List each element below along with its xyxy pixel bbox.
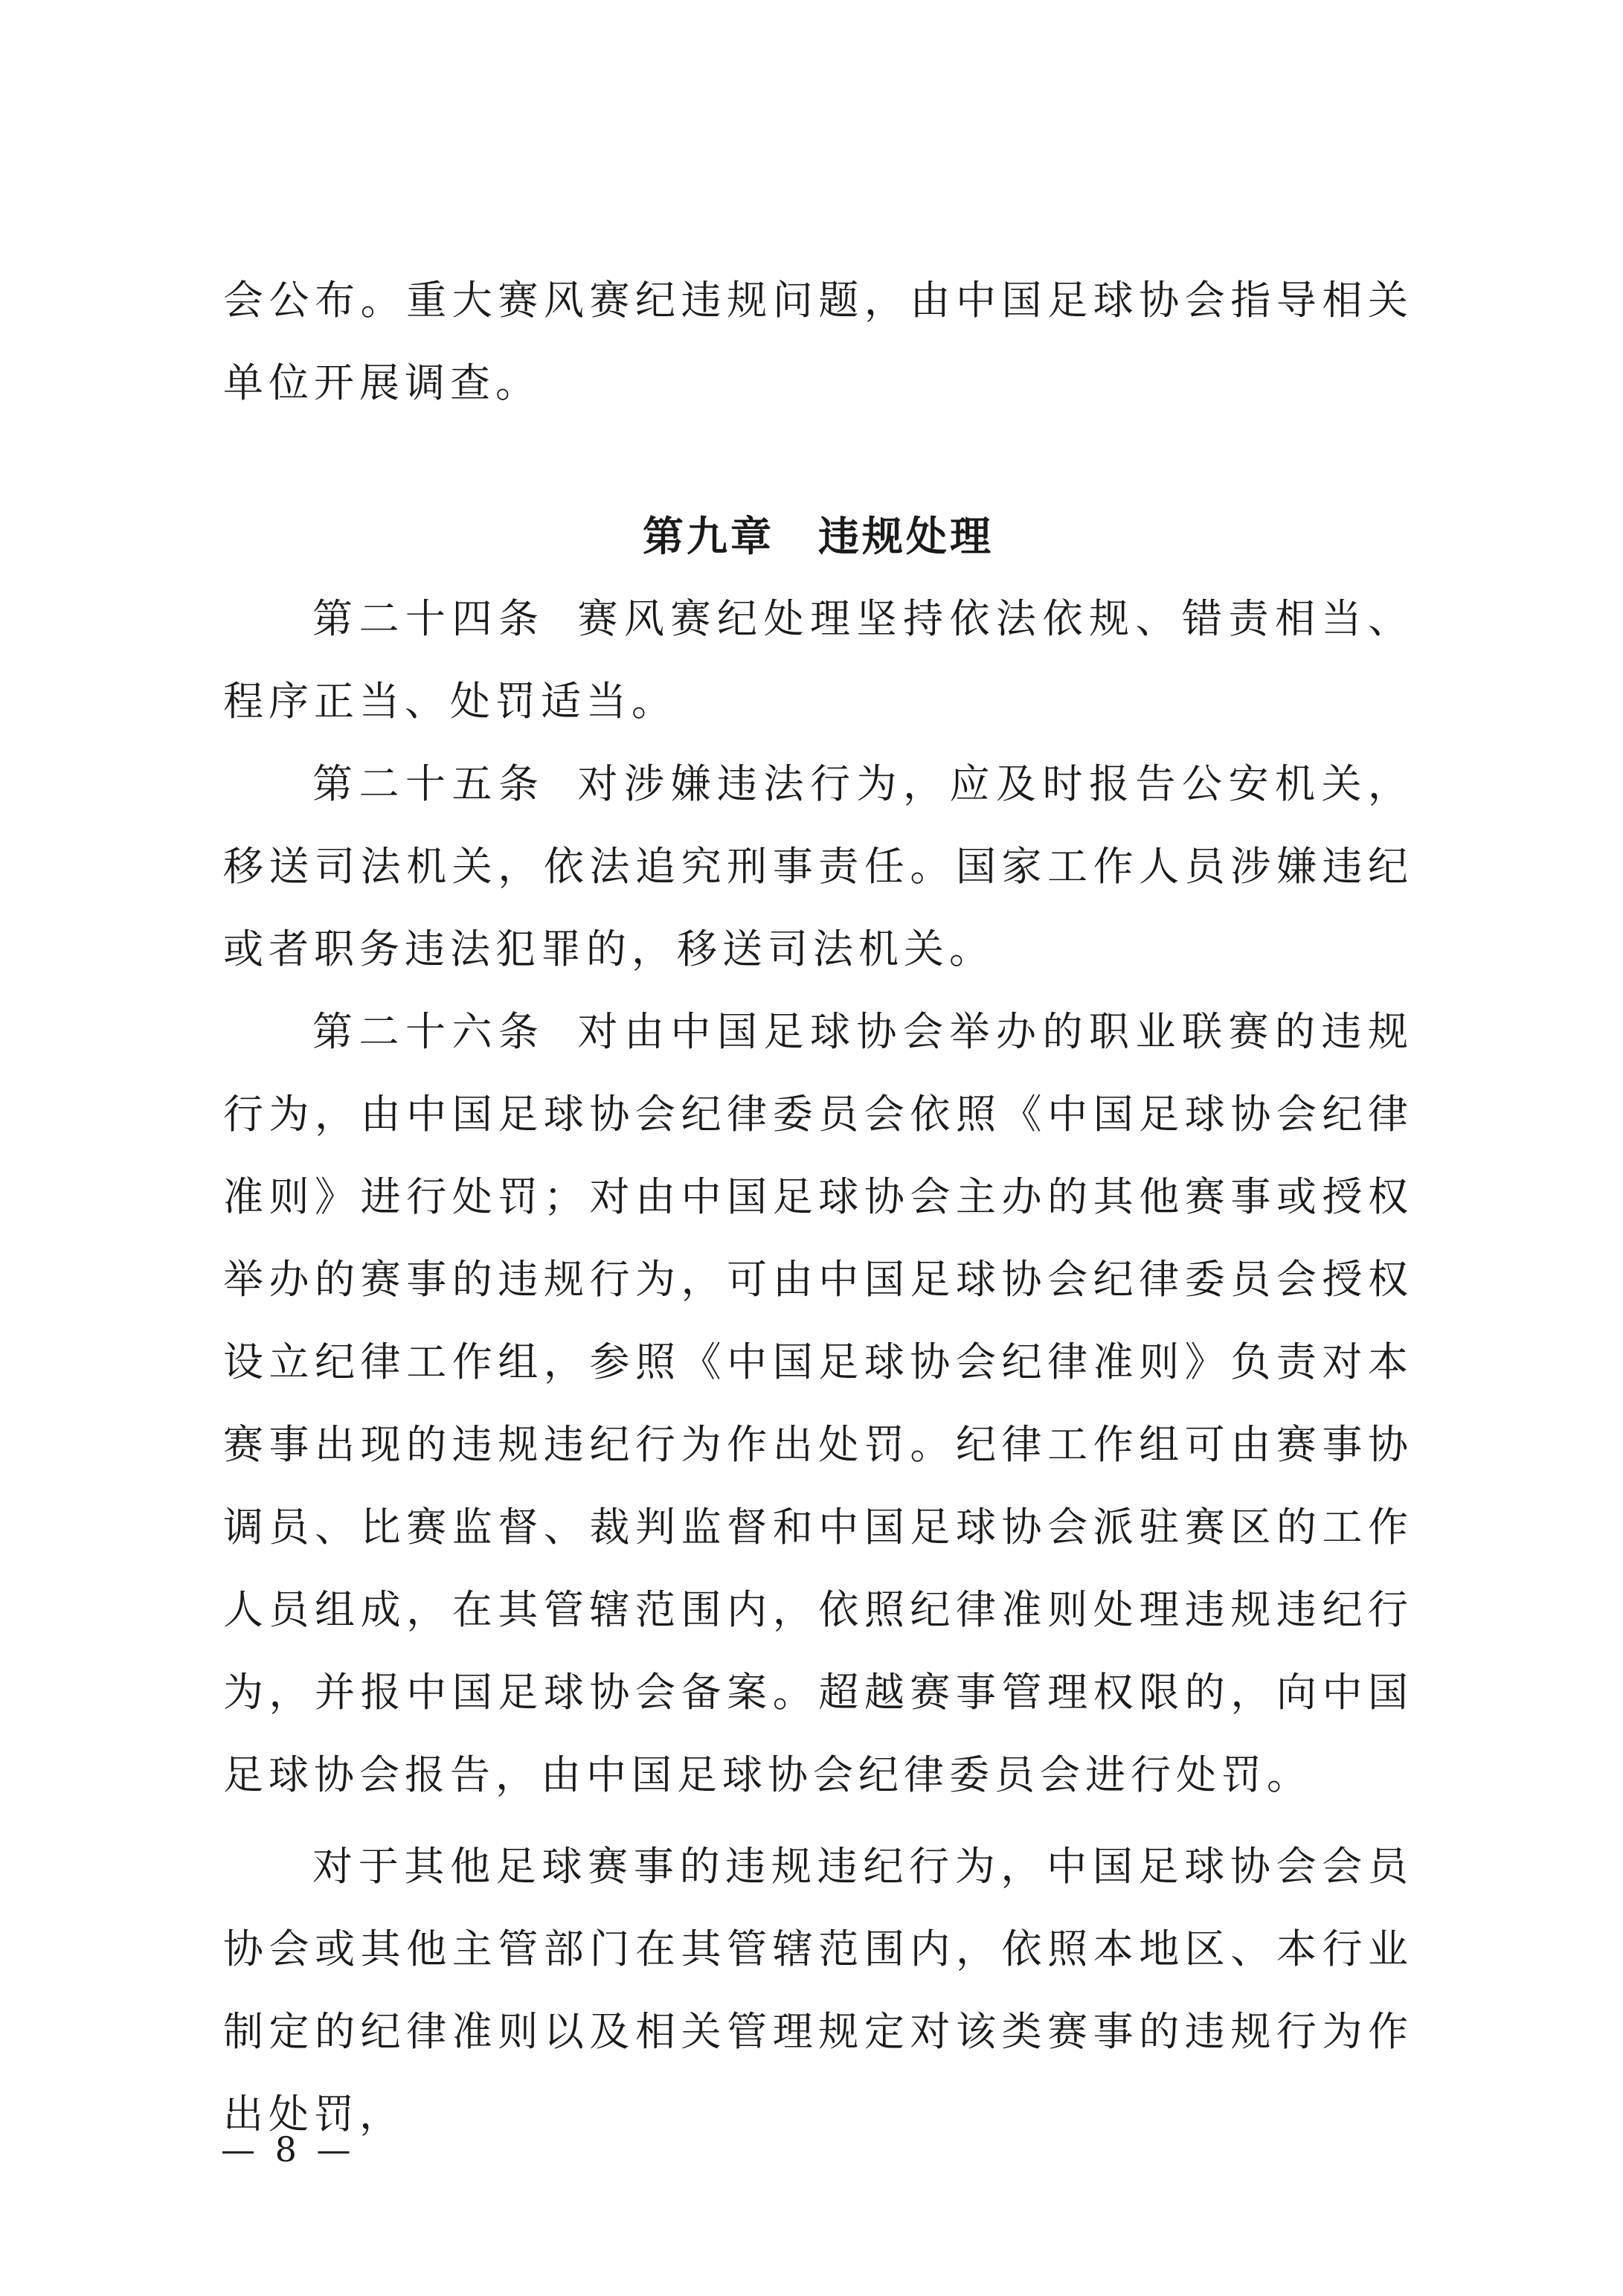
- document-body: [223, 259, 1413, 2155]
- article-26: [223, 990, 1413, 1816]
- continuation-paragraph: 会公布。重大赛风赛纪违规问题，由中国足球协会指导相关单位开展调查。: [223, 277, 1413, 406]
- article-label: 第二十四条: [312, 595, 545, 642]
- article-label: 第二十五条: [312, 760, 545, 807]
- page-number: — 8 —: [221, 2129, 356, 2170]
- article-text: 对由中国足球协会举办的职业联赛的违规行为，由中国足球协会纪律委员会依照《中国足球协会纪律准则》进行处罚；对由中国足球协会主办的其他赛事或授权举办的赛事的违规行为，可由中国足球协会纪律委员会授权设立纪律工作组，参照《中国足球协会纪律准则》负责对本赛事出现的违规违纪行为作出处罚。纪律工作组可由赛事协调员、比赛监督、裁判监督和中国足球协会派驻赛区的工作人员组成，在其管辖范围内，依照纪律准则处理违规违纪行为，并报中国足球协会备案。超越赛事管理权限的，向中国足球协会报告，由中国足球协会纪律委员会进行处罚。: [223, 1008, 1413, 1798]
- article-text: 对涉嫌违法行为，应及时报告公安机关，移送司法机关，依法追究刑事责任。国家工作人员涉嫌违纪或者职务违法犯罪的，移送司法机关。: [223, 760, 1413, 972]
- chapter-title: 第九章 违规处理: [642, 512, 994, 560]
- article-text: 赛风赛纪处理坚持依法依规、错责相当、程序正当、处罚适当。: [223, 595, 1413, 725]
- article-label: 第二十六条: [312, 1008, 545, 1055]
- closing-paragraph: 对于其他足球赛事的违规违纪行为，中国足球协会会员协会或其他主管部门在其管辖范围内，依照本地区、本行业制定的纪律准则以及相关管理规定对该类赛事的违规行为作出处罚，: [223, 1843, 1413, 2138]
- article-25: [223, 743, 1413, 990]
- article-24: [223, 577, 1413, 743]
